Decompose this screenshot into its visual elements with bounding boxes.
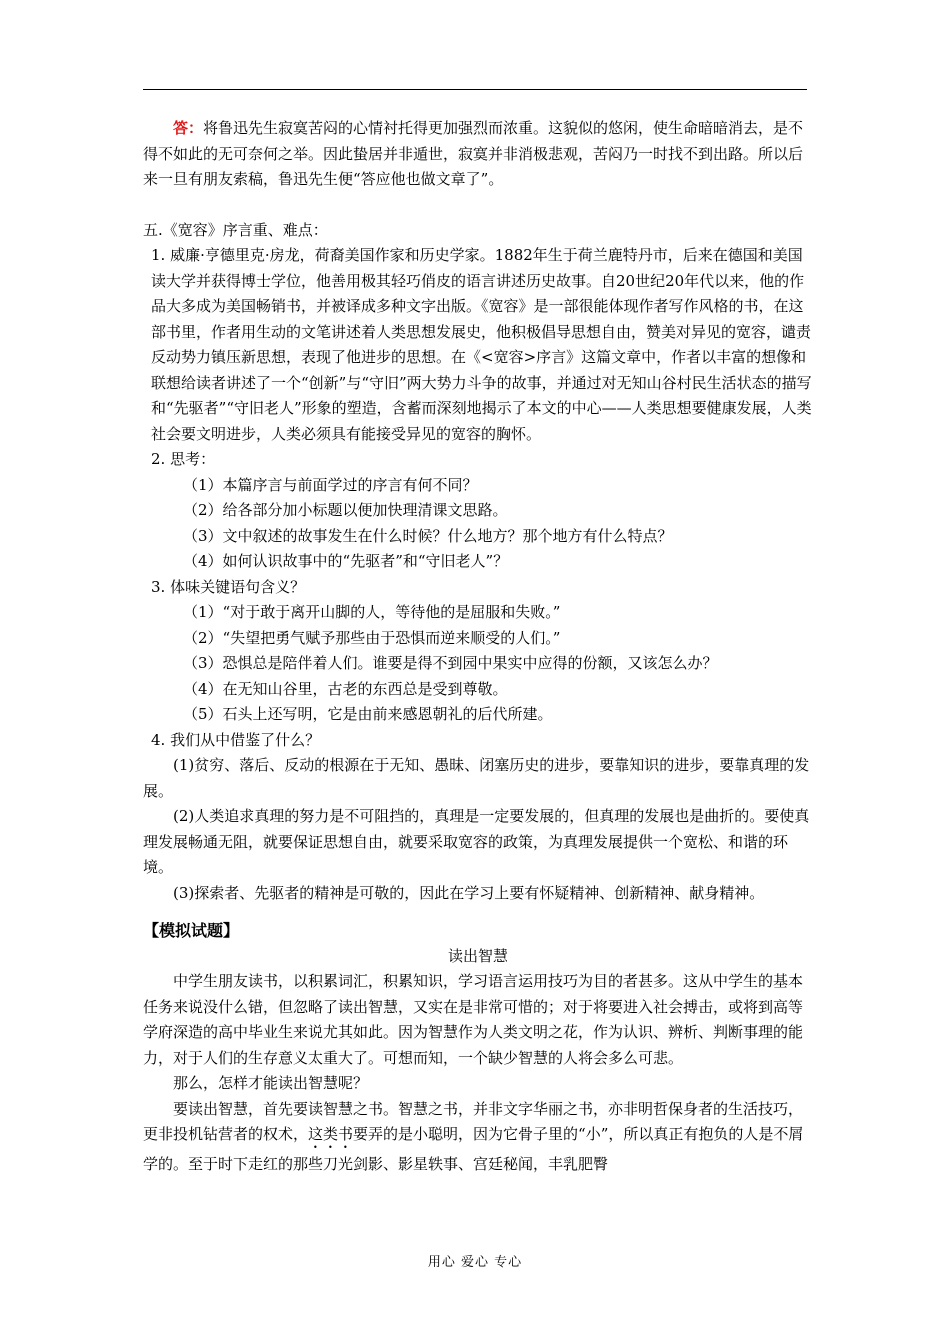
item-2-sub: （4）如何认识故事中的“先驱者”和“守旧老人”？ — [183, 552, 509, 570]
item-3-sub: （2）“失望把勇气赋予那些由于恐惧而逆来顺受的人们。” — [183, 628, 561, 647]
document-body — [143, 116, 813, 1178]
item-3: 3. 体味关键语句含义？ — [151, 577, 306, 596]
item-3-sub: （3）恐惧总是陪伴着人们。谁要是得不到园中果实中应得的份额，又该怎么办？ — [183, 654, 718, 672]
article-title: 读出智慧 — [447, 946, 508, 965]
item-4: 4. 我们从中借鉴了什么？ — [151, 730, 321, 749]
mock-test-heading: 【模拟试题】 — [143, 921, 240, 940]
page-footer: 用心 爱心 专心 — [427, 1255, 523, 1270]
item-4-sub: (3)探索者、先驱者的精神是可敬的，因此在学习上要有怀疑精神、创新精神、献身精神。 — [173, 883, 765, 902]
item-2-sub: （2）给各部分加小标题以便加快理清课文思路。 — [183, 501, 508, 519]
emphasized-phrase: 这类书 — [308, 1125, 354, 1143]
article-paragraph: 中学生朋友读书，以积累词汇，积累知识，学习语言运用技巧为目的者甚多。这从中学生的基本任务来说没什么错，但忽略了读出智慧，又实在是非常可惜的；对于将要进入社会搏击，或将到高等学府深造的高中毕业生来说尤其如此。因为智慧作为人类文明之花，作为认识、辨析、判断事理的能力，对于人们的生存意义太重大了。可想而知，一个缺少智慧的人将会多么可悲。 — [143, 972, 804, 1067]
paragraph-text: 要弄的是小聪明，因为它骨子里的“小”，所以真正有抱负的人是不屑学的。至于时下走红的那些刀光剑影、影星轶事、宫廷秘闻，丰乳肥臀 — [143, 1125, 804, 1173]
item-4-sub: (1)贫穷、落后、反动的根源在于无知、愚昧、闭塞历史的进步，要靠知识的进步，要靠真理的发展。 — [143, 756, 810, 800]
item-3-sub: （5）石头上还写明，它是由前来感恩朝礼的后代所建。 — [183, 705, 553, 723]
answer-text: 将鲁迅先生寂寞苦闷的心情衬托得更加强烈而浓重。这貌似的悠闲，使生命暗暗消去，是不得不如此的无可奈何之举。因此蛰居并非遁世，寂寞并非消极悲观，苦闷乃一时找不到出路。所以后来一旦有朋友索稿，鲁迅先生便“答应他也做文章了”。 — [143, 119, 804, 188]
section-5-heading: 五.《宽容》序言重、难点： — [143, 220, 328, 239]
answer-label: 答： — [173, 119, 204, 137]
article-paragraph — [143, 1097, 813, 1178]
answer-paragraph — [143, 116, 813, 193]
item-2-sub: （1）本篇序言与前面学过的序言有何不同？ — [183, 475, 478, 494]
item-3-sub: （4）在无知山谷里，古老的东西总是受到尊敬。 — [183, 679, 508, 698]
spacer — [143, 193, 813, 218]
item-1: 1. 威廉·亨德里克·房龙，荷裔美国作家和历史学家。1882年生于荷兰鹿特丹市，后来在德国和美国读大学并获得博士学位，他善用极其轻巧俏皮的语言讲述历史故事。自20世纪20年代以来，他的作品大多成为美国畅销书，并被译成多种文字出版。《宽容》是一部很能体现作者写作风格的书，在这部书里，作者用生动的文笔讲述着人类思想发展史，他积极倡导思想自由，赞美对异见的宽容，谴责反动势力镇压新思想，表现了他进步的思想。在《<宽容>序言》这篇文章中，作者以丰富的想像和联想给读者讲述了一个“创新”与“守旧”两大势力斗争的故事，并通过对无知山谷村民生活状态的描写和“先驱者”“守旧老人”形象的塑造，含蓄而深刻地揭示了本文的中心——人类思想要健康发展，人类社会要文明进步，人类必须具有能接受异见的宽容的胸怀。 — [151, 246, 812, 443]
item-2-sub: （3）文中叙述的故事发生在什么时候？什么地方？那个地方有什么特点？ — [183, 526, 673, 545]
item-3-sub: （1）“对于敢于离开山脚的人，等待他的是屈服和失败。” — [183, 603, 561, 621]
header-rule — [143, 89, 807, 90]
article-paragraph: 那么，怎样才能读出智慧呢？ — [173, 1074, 369, 1092]
item-2: 2. 思考： — [151, 450, 216, 468]
paragraph-text: 要读出智慧，首先要读智慧之书。智慧之书，并非文字华丽之书，亦非明哲保身者的生活技巧，更非投机钻营者的权术， — [143, 1099, 804, 1143]
item-4-sub: (2)人类追求真理的努力是不可阻挡的，真理是一定要发展的，但真理的发展也是曲折的。要使真理发展畅通无阻，就要保证思想自由，就要采取宽容的政策，为真理发展提供一个宽松、和谐的环境。 — [143, 807, 810, 876]
